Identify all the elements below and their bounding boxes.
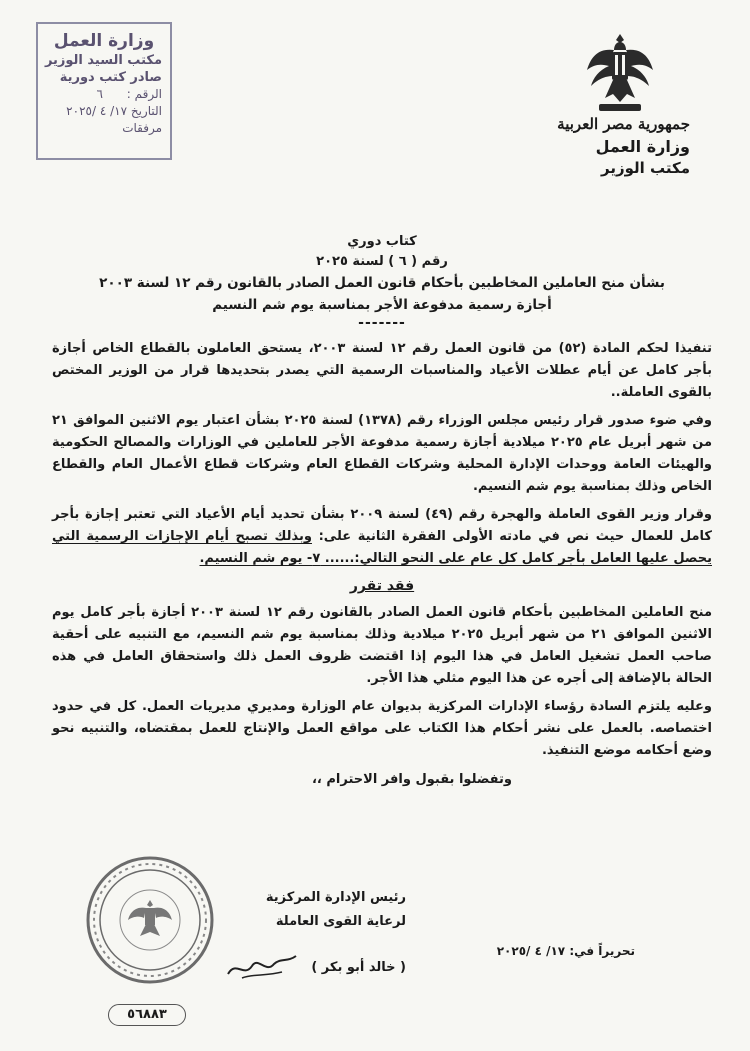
official-seal-icon [84, 854, 216, 986]
handwritten-signature [222, 948, 302, 982]
stamp-number: الرقم : ٦ [96, 87, 162, 101]
office-stamp-box [36, 22, 172, 160]
paragraph-1: تنفيذا لحكم المادة (٥٢) من قانون العمل رقم ١٢ لسنة ٢٠٠٣، يستحق العاملون بالقطاع الخاص أجازة بأجر كامل عن أيام عطلات الأعياد والمناسبات الرسمية التي يصدر بتحديدها قرار من الوزير المختص بالقوى العاملة.. [52, 341, 712, 400]
decision-heading: فقد تقرر [349, 578, 415, 594]
paragraph-3-text: وقرار وزير القوى العاملة والهجرة رقم (٤٩) لسنة ٢٠٠٩ بشأن تحديد أيام الأعياد التي تعتبر إجازة بأجر كامل للعمال حيث نص في مادته الأولى الفقرة الثانية على: [52, 507, 712, 544]
signatory-name: ( خالد أبو بكر ) [311, 960, 406, 975]
signatory-title-2: لرعاية القوى العاملة [275, 914, 406, 929]
subject-line-1: بشأن منح العاملين المخاطبين بأحكام قانون العمل الصادر بالقانون رقم ١٢ لسنة ٢٠٠٣ [99, 275, 665, 291]
document-number: رقم ( ٦ ) لسنة ٢٠٢٥ [316, 254, 448, 269]
stamp-ministry: وزارة العمل [53, 31, 155, 51]
paragraph-2: وفي ضوء صدور قرار رئيس مجلس الوزراء رقم (١٣٧٨) لسنة ٢٠٢٥ بشأن اعتبار يوم الاثنين الموافق ٢١ من شهر أبريل عام ٢٠٢٥ ميلادية أجازة رسمية مدفوعة الأجر للعاملين في الوزارات والمصالح الحكومية والهيئات العامة ووحدات الإدارة المحلية وشركات القطاع العام وشركات قطاع الأعمال العام والقطاع الخاص وذلك بمناسبة يوم شم النسيم. [52, 413, 713, 494]
letterhead-republic: جمهورية مصر العربية [557, 115, 690, 133]
letterhead [520, 112, 690, 178]
separator-dashes: ------- [358, 315, 406, 331]
paragraph-5: وعليه يلتزم السادة رؤساء الإدارات المركزية بديوان عام الوزارة ومديري مديريات العمل. كل في حدود اختصاصه. بالعمل على نشر أحكام هذا الكتاب على مواقع العمل والإنتاج للعمل بمقتضاه، والتنبيه نحو وضع أحكامه موضع التنفيذ. [52, 699, 712, 758]
paragraph-4: منح العاملين المخاطبين بأحكام قانون العمل الصادر بالقانون رقم ١٢ لسنة ٢٠٠٣ أجازة بأجر كامل يوم الاثنين الموافق ٢١ من شهر أبريل ٢٠٢٥ ميلادية وذلك بمناسبة يوم شم النسيم، مع التنبيه على أحقية صاحب العمل تشغيل العامل في هذا اليوم إذا اقتضت ظروف العمل ذلك واستحقاق العامل في هذه الحالة بالإضافة إلى أجره عن هذا اليوم مثلي هذا الأجر. [52, 605, 713, 686]
stamp-date: التاريخ ١٧/ ٤ /٢٠٢٥ [66, 104, 162, 118]
paragraph-3-quote: وبذلك تصبح أيام الإجازات الرسمية التي يحصل عليها العامل بأجر كامل كل عام على النحو التالي:...... ٧- يوم شم النسيم. [52, 529, 712, 566]
subject-line-2: أجازة رسمية مدفوعة الأجر بمناسبة يوم شم النسيم [212, 297, 552, 313]
stamp-issued: صادر كتب دورية [59, 70, 162, 85]
closing-line: وتفضلوا بقبول وافر الاحترام ،، [311, 772, 512, 787]
paragraph-3 [52, 504, 712, 570]
letterhead-ministry: وزارة العمل [595, 137, 690, 156]
document-type: كتاب دوري [347, 234, 417, 249]
document-body [52, 232, 712, 792]
serial-number: ٥٦٨٨٣ [108, 1004, 186, 1026]
issue-date: تحريراً في: ١٧/ ٤ /٢٠٢٥ [496, 944, 635, 958]
stamp-office: مكتب السيد الوزير [44, 53, 162, 68]
signatory-title-1: رئيس الإدارة المركزية [265, 890, 406, 905]
stamp-attachments: مرفقات [122, 121, 162, 135]
eagle-emblem-icon [585, 30, 655, 120]
letterhead-office: مكتب الوزير [600, 159, 690, 177]
